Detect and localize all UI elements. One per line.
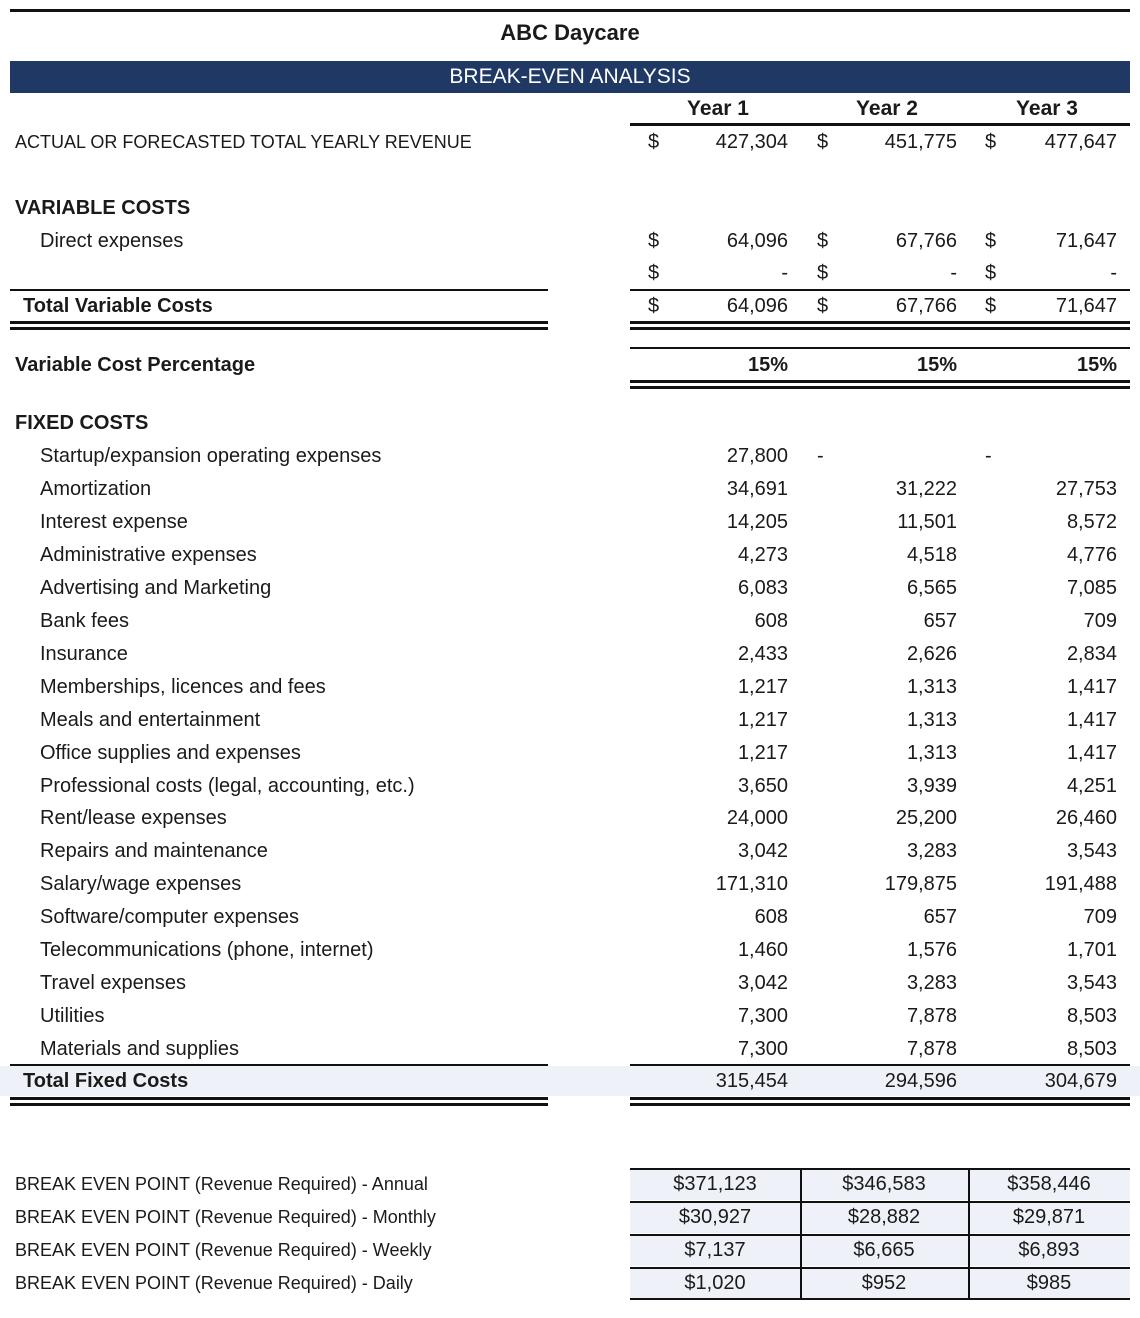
- row-label: Travel expenses: [40, 972, 186, 995]
- value-year-2: -: [950, 262, 957, 284]
- value-year-2: 657: [923, 906, 957, 929]
- value-year-1: 7,300: [737, 1038, 788, 1061]
- row-label: Salary/wage expenses: [40, 873, 242, 896]
- value-year-2: 451,775: [884, 131, 957, 153]
- currency-symbol: $: [648, 295, 660, 317]
- fixed-cost-row: [0, 705, 1140, 735]
- value-year-3: 8,572: [1066, 510, 1117, 533]
- fixed-cost-row: [0, 672, 1140, 702]
- value-year-3: 8,503: [1066, 1038, 1117, 1061]
- currency-symbol: $: [648, 131, 660, 153]
- value-year-1: 3,042: [737, 972, 788, 995]
- currency-symbol: $: [648, 230, 660, 252]
- fixed-cost-row: [0, 869, 1140, 899]
- value-year-1: 27,800: [726, 445, 788, 467]
- top-rule: [10, 9, 1130, 12]
- value-year-2: 179,875: [884, 873, 957, 896]
- fixed-cost-row: [0, 1001, 1140, 1031]
- row-label: Rent/lease expenses: [40, 807, 227, 830]
- row-label: Utilities: [40, 1005, 105, 1028]
- row-label: Total Fixed Costs: [23, 1070, 189, 1092]
- value-year-2: 294,596: [884, 1070, 957, 1092]
- rule: [630, 1234, 1130, 1236]
- row-label: Software/computer expenses: [40, 906, 300, 929]
- row-label: FIXED COSTS: [15, 412, 149, 434]
- value-year-3: 1,417: [1066, 741, 1117, 764]
- value-year-3: 8,503: [1066, 1005, 1117, 1028]
- value-year-1: 427,304: [715, 131, 788, 153]
- fixed-cost-row: [0, 902, 1140, 932]
- value-year-3: 27,753: [1055, 477, 1117, 500]
- value-year-1: 3,042: [737, 840, 788, 863]
- fixed-cost-row: [0, 441, 1140, 471]
- breakeven-value-year-2: $346,583: [800, 1168, 968, 1200]
- breakeven-value-year-2: $28,882: [800, 1201, 968, 1233]
- value-year-3: 4,776: [1066, 543, 1117, 566]
- value-year-2: 25,200: [895, 807, 957, 830]
- double-rule: [630, 380, 1130, 389]
- value-year-1: 7,300: [737, 1005, 788, 1028]
- row-label: BREAK EVEN POINT (Revenue Required) - Monthly: [15, 1207, 436, 1227]
- row-label: Materials and supplies: [40, 1038, 239, 1061]
- value-year-3: 4,251: [1066, 774, 1117, 797]
- value-year-3: 191,488: [1044, 873, 1117, 896]
- value-year-3: 3,543: [1066, 972, 1117, 995]
- currency-symbol: $: [648, 262, 660, 284]
- fixed-cost-row: [0, 606, 1140, 636]
- value-year-1: 6,083: [737, 576, 788, 599]
- value-year-2: 1,313: [906, 675, 957, 698]
- rule: [630, 347, 1130, 349]
- year-header-1: Year 1: [687, 97, 749, 120]
- value-year-3: 71,647: [1055, 230, 1117, 252]
- currency-symbol: $: [817, 230, 829, 252]
- rule: [630, 1201, 1130, 1203]
- variable-item-row: [0, 226, 1140, 256]
- row-label: Repairs and maintenance: [40, 840, 268, 863]
- revenue-row: [0, 127, 1140, 157]
- variable-costs-heading: [0, 193, 1140, 223]
- cell-divider: [800, 1168, 802, 1299]
- currency-symbol: $: [985, 262, 997, 284]
- currency-symbol: $: [817, 262, 829, 284]
- value-year-2: 1,313: [906, 708, 957, 731]
- rule: [630, 1298, 1130, 1300]
- row-label: Professional costs (legal, accounting, etc.): [40, 774, 415, 797]
- row-label: Meals and entertainment: [40, 708, 261, 731]
- value-year-1: -: [781, 262, 788, 284]
- currency-symbol: $: [817, 295, 829, 317]
- value-year-3: 26,460: [1055, 807, 1117, 830]
- breakeven-value-year-1: $30,927: [630, 1201, 800, 1233]
- value-year-1: 14,205: [726, 510, 788, 533]
- value-year-2: 11,501: [897, 510, 957, 533]
- total-fixed-row: [0, 1066, 1140, 1096]
- value-year-2: 2,626: [906, 642, 957, 665]
- value-year-2: 3,939: [906, 774, 957, 797]
- breakeven-value-year-3: $6,893: [968, 1234, 1130, 1266]
- fixed-cost-row: [0, 639, 1140, 669]
- value-year-3: 71,647: [1055, 295, 1117, 317]
- value-year-1: 4,273: [737, 543, 788, 566]
- breakeven-value-year-1: $7,137: [630, 1234, 800, 1266]
- variable-item-row: [0, 258, 1140, 288]
- row-label: Startup/expansion operating expenses: [40, 445, 382, 467]
- double-rule: [10, 1097, 548, 1106]
- row-label: Total Variable Costs: [23, 295, 213, 317]
- currency-symbol: $: [985, 295, 997, 317]
- row-label: Memberships, licences and fees: [40, 675, 326, 698]
- fixed-cost-row: [0, 540, 1140, 570]
- value-year-1: 64,096: [726, 295, 788, 317]
- fixed-cost-row: [0, 738, 1140, 768]
- double-rule: [10, 321, 548, 330]
- value-year-3: 1,417: [1066, 708, 1117, 731]
- currency-symbol: $: [985, 131, 997, 153]
- value-year-1: 15%: [747, 354, 788, 376]
- value-year-2: 15%: [916, 354, 957, 376]
- section-banner: BREAK-EVEN ANALYSIS: [10, 61, 1130, 93]
- variable-pct-row: [0, 350, 1140, 380]
- value-year-3: 477,647: [1044, 131, 1117, 153]
- value-year-2: 31,222: [895, 477, 957, 500]
- value-year-3: -: [1110, 262, 1117, 284]
- breakeven-value-year-1: $1,020: [630, 1267, 800, 1299]
- value-year-3: 1,417: [1066, 675, 1117, 698]
- value-year-1: 1,217: [737, 741, 788, 764]
- value-year-1: 34,691: [726, 477, 788, 500]
- value-year-1: 64,096: [726, 230, 788, 252]
- year-header-3: Year 3: [1016, 97, 1078, 120]
- double-rule: [630, 321, 1130, 330]
- rule: [630, 1168, 1130, 1170]
- company-title: ABC Daycare: [500, 20, 640, 45]
- fixed-cost-row: [0, 935, 1140, 965]
- value-year-3: 7,085: [1066, 576, 1117, 599]
- value-year-2: 7,878: [906, 1005, 957, 1028]
- value-year-3: 2,834: [1066, 642, 1117, 665]
- row-label: Administrative expenses: [40, 543, 257, 566]
- row-label: Office supplies and expenses: [40, 741, 301, 764]
- value-year-3: 709: [1083, 906, 1117, 929]
- row-label: Telecommunications (phone, internet): [40, 939, 374, 962]
- value-year-2: 67,766: [895, 230, 957, 252]
- value-year-1: 1,217: [737, 675, 788, 698]
- value-year-3: -: [985, 445, 992, 467]
- row-label: Interest expense: [40, 510, 188, 533]
- row-label: BREAK EVEN POINT (Revenue Required) - Daily: [15, 1273, 413, 1293]
- value-year-2: 6,565: [906, 576, 957, 599]
- row-label: ACTUAL OR FORECASTED TOTAL YEARLY REVENUE: [15, 132, 472, 152]
- value-year-2: 3,283: [906, 840, 957, 863]
- value-year-1: 1,217: [737, 708, 788, 731]
- value-year-1: 2,433: [737, 642, 788, 665]
- total-variable-row: [0, 291, 1140, 321]
- breakeven-value-year-3: $29,871: [968, 1201, 1130, 1233]
- value-year-1: 1,460: [737, 939, 788, 962]
- header-rule: [630, 123, 1130, 126]
- fixed-cost-row: [0, 1034, 1140, 1064]
- breakeven-value-year-2: $6,665: [800, 1234, 968, 1266]
- value-year-3: 304,679: [1044, 1070, 1117, 1092]
- row-label: BREAK EVEN POINT (Revenue Required) - Annual: [15, 1174, 428, 1194]
- breakeven-value-year-3: $358,446: [968, 1168, 1130, 1200]
- double-rule: [630, 1097, 1130, 1106]
- value-year-2: -: [817, 445, 824, 467]
- row-label: Variable Cost Percentage: [15, 354, 256, 376]
- value-year-3: 709: [1083, 609, 1117, 632]
- currency-symbol: $: [817, 131, 829, 153]
- value-year-1: 171,310: [715, 873, 788, 896]
- row-label: VARIABLE COSTS: [15, 197, 191, 219]
- row-label: BREAK EVEN POINT (Revenue Required) - Weekly: [15, 1240, 432, 1260]
- value-year-3: 15%: [1076, 354, 1117, 376]
- value-year-1: 3,650: [737, 774, 788, 797]
- value-year-1: 24,000: [726, 807, 788, 830]
- fixed-cost-row: [0, 968, 1140, 998]
- value-year-2: 1,576: [906, 939, 957, 962]
- value-year-1: 608: [754, 609, 788, 632]
- value-year-2: 7,878: [906, 1038, 957, 1061]
- fixed-cost-row: [0, 573, 1140, 603]
- rule: [630, 1267, 1130, 1269]
- value-year-2: 67,766: [895, 295, 957, 317]
- fixed-costs-heading: [0, 408, 1140, 438]
- value-year-2: 657: [923, 609, 957, 632]
- row-label: Insurance: [40, 642, 128, 665]
- row-label: Amortization: [40, 477, 152, 500]
- breakeven-value-year-3: $985: [968, 1267, 1130, 1299]
- value-year-2: 1,313: [906, 741, 957, 764]
- value-year-2: 4,518: [906, 543, 957, 566]
- cell-divider: [968, 1168, 970, 1299]
- value-year-1: 608: [754, 906, 788, 929]
- fixed-cost-row: [0, 836, 1140, 866]
- currency-symbol: $: [985, 230, 997, 252]
- value-year-3: 1,701: [1066, 939, 1117, 962]
- fixed-cost-row: [0, 771, 1140, 801]
- fixed-cost-row: [0, 474, 1140, 504]
- row-label: Bank fees: [40, 609, 129, 632]
- breakeven-value-year-2: $952: [800, 1267, 968, 1299]
- value-year-2: 3,283: [906, 972, 957, 995]
- value-year-3: 3,543: [1066, 840, 1117, 863]
- row-label: Advertising and Marketing: [40, 576, 272, 599]
- fixed-cost-row: [0, 507, 1140, 537]
- breakeven-value-year-1: $371,123: [630, 1168, 800, 1200]
- row-label: Direct expenses: [40, 230, 184, 252]
- year-header-2: Year 2: [856, 97, 918, 120]
- value-year-1: 315,454: [715, 1070, 788, 1092]
- fixed-cost-row: [0, 803, 1140, 833]
